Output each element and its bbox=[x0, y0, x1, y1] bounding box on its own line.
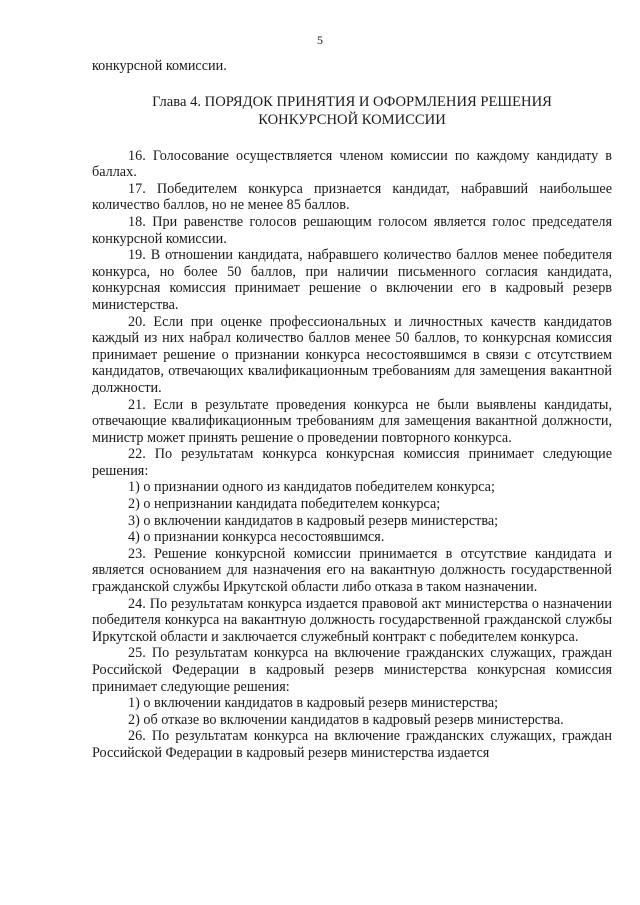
chapter-heading bbox=[92, 93, 612, 129]
paragraph-19: 19. В отношении кандидата, набравшего количество баллов менее победителя конкурса, но более 50 баллов, при наличии письменного согласия кандидата, конкурсная комиссия принимает решение о включении его в кадровый резерв министерства. bbox=[92, 247, 612, 313]
document-body bbox=[92, 58, 612, 762]
chapter-title-line-2: КОНКУРСНОЙ КОМИССИИ bbox=[258, 111, 446, 128]
list-item: 2) о непризнании кандидата победителем конкурса; bbox=[128, 496, 441, 513]
page-number: 5 bbox=[317, 33, 323, 47]
continuation-text: конкурсной комиссии. bbox=[92, 58, 227, 74]
paragraph-21: 21. Если в результате проведения конкурса не были выявлены кандидаты, отвечающие квалификационным требованиям для замещения вакантной должности, министр может принять решение о проведении повторного конкурса. bbox=[92, 396, 612, 446]
paragraph-18: 18. При равенстве голосов решающим голосом является голос председателя конкурсной комиссии. bbox=[92, 213, 612, 247]
chapter-title-line-1: Глава 4. ПОРЯДОК ПРИНЯТИЯ И ОФОРМЛЕНИЯ РЕШЕНИЯ bbox=[152, 93, 552, 110]
list-item: 2) об отказе во включении кандидатов в кадровый резерв министерства. bbox=[128, 711, 564, 728]
paragraph-23: 23. Решение конкурсной комиссии принимается в отсутствие кандидата и является основанием для назначения его на вакантную должность государственной гражданской службы Иркутской области либо отказа в таком назначении. bbox=[92, 545, 612, 596]
list-item: 4) о признании конкурса несостоявшимся. bbox=[128, 529, 385, 546]
list-item: 3) о включении кандидатов в кадровый резерв министерства; bbox=[128, 512, 499, 529]
paragraph-17: 17. Победителем конкурса признается кандидат, набравший наибольшее количество баллов, но не менее 85 баллов. bbox=[92, 180, 612, 214]
paragraph-24: 24. По результатам конкурса издается правовой акт министерства о назначении победителя конкурса на вакантную должность государственной гражданской службы Иркутской области и заключается служебный контракт с победителем конкурса. bbox=[92, 595, 612, 645]
list-item: 1) о признании одного из кандидатов победителем конкурса; bbox=[128, 479, 495, 496]
paragraph-25: 25. По результатам конкурса на включение гражданских служащих, граждан Российской Федерации в кадровый резерв министерства конкурсная комиссия принимает следующие решения: bbox=[92, 645, 612, 695]
paragraph-22: 22. По результатам конкурса конкурсная комиссия принимает следующие решения: bbox=[92, 446, 612, 479]
paragraph-26: 26. По результатам конкурса на включение гражданских служащих, граждан Российской Федерации в кадровый резерв министерства издается bbox=[92, 728, 612, 761]
paragraph-16: 16. Голосование осуществляется членом комиссии по каждому кандидату в баллах. bbox=[92, 147, 612, 181]
paragraph-20: 20. Если при оценке профессиональных и личностных качеств кандидатов каждый из них набрал количество баллов менее 50 баллов, то конкурсная комиссия принимает решение о признании конкурса несостоявшимся в связи с отсутствием кандидатов, отвечающих квалификационным требованиям для замещения вакантной должности. bbox=[92, 313, 612, 396]
list-item: 1) о включении кандидатов в кадровый резерв министерства; bbox=[128, 695, 499, 712]
